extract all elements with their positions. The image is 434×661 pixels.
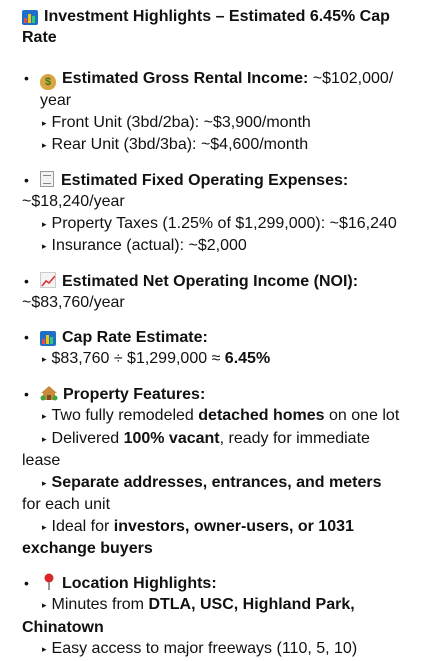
bullet: •: [24, 574, 29, 591]
features-label: Property Features:: [63, 385, 206, 403]
list-item-cont: exchange buyers: [22, 540, 153, 557]
arrow: ▸: [42, 600, 47, 610]
list-item: [40, 134, 422, 157]
text-span-bold: Separate addresses, entrances, and meters: [51, 473, 382, 491]
cap-rate-section: [22, 327, 422, 371]
list-item-text: Easy access to major freeways (110, 5, 10): [51, 640, 358, 657]
cap-rate-label: Cap Rate Estimate:: [62, 328, 208, 346]
arrow: ▸: [42, 354, 47, 364]
gross-income-value: ~$102,000/: [308, 70, 394, 87]
list-item: [40, 235, 422, 258]
arrow: ▸: [42, 241, 47, 251]
list-item: [40, 516, 422, 539]
bullet: •: [24, 328, 29, 345]
list-item: [40, 594, 422, 617]
expenses-label: Estimated Fixed Operating Expenses:: [61, 171, 349, 189]
list-item-text: Insurance (actual): ~$2,000: [51, 237, 247, 254]
house-garden-icon: [40, 385, 58, 401]
list-item-cont: lease: [22, 452, 61, 469]
noi-section: [22, 271, 422, 314]
text-span-bold: detached homes: [198, 407, 325, 424]
expenses-section: [22, 170, 422, 258]
gross-income-label: Estimated Gross Rental Income:: [62, 70, 309, 87]
arrow: ▸: [42, 140, 47, 150]
gross-income-heading: [40, 68, 422, 90]
cap-rate-calc: $83,760 ÷ $1,299,000 ≈: [51, 350, 225, 367]
bar-chart-icon: [22, 10, 38, 25]
list-item-text: Property Taxes (1.25% of $1,299,000): ~$16,240: [51, 214, 397, 232]
arrow: ▸: [42, 218, 47, 229]
noi-heading: [40, 271, 422, 293]
list-item-text: Rear Unit (3bd/3ba): ~$4,600/month: [51, 136, 309, 153]
list-item: [40, 213, 422, 236]
text-span: on one lot: [324, 407, 400, 424]
list-item: [40, 405, 422, 428]
list-item-cont: for each unit: [22, 496, 111, 513]
title-text: Investment Highlights – Estimated 6.45% Cap Rate: [22, 8, 390, 46]
text-span-bold: investors, owner-users, or 1031: [113, 517, 354, 535]
bar-chart-icon: [40, 331, 56, 346]
text-span: , ready for immediate: [219, 429, 370, 447]
location-section: [22, 573, 422, 661]
chart-increasing-icon: [40, 272, 56, 288]
cap-rate-heading: [40, 327, 422, 349]
noi-label: Estimated Net Operating Income (NOI):: [62, 272, 359, 290]
money-bag-icon: $: [40, 74, 56, 90]
arrow: ▸: [42, 521, 47, 532]
bullet: •: [24, 171, 29, 188]
list-item-text: Front Unit (3bd/2ba): ~$3,900/month: [51, 113, 311, 131]
gross-income-section: [22, 68, 422, 157]
round-pushpin-icon: [43, 573, 55, 591]
list-item: [40, 428, 422, 451]
location-heading: [40, 573, 422, 595]
arrow: ▸: [42, 477, 47, 488]
text-span-bold: DTLA, USC, Highland Park,: [148, 596, 355, 613]
text-span: Ideal for: [51, 517, 114, 535]
features-section: [22, 384, 422, 560]
list-item: [40, 112, 422, 135]
bullet: •: [24, 385, 29, 402]
list-item: [40, 472, 422, 495]
arrow: ▸: [42, 117, 47, 128]
text-span: Delivered: [51, 429, 124, 447]
arrow: ▸: [42, 644, 47, 654]
list-item: [40, 638, 422, 661]
bullet: •: [24, 70, 29, 86]
text-span-bold: 100% vacant: [123, 429, 220, 447]
gross-income-value-cont: year: [40, 92, 72, 109]
features-heading: [40, 384, 422, 406]
cap-rate-result: 6.45%: [224, 350, 271, 367]
document-title: [22, 6, 422, 48]
location-label: Location Highlights:: [62, 574, 217, 592]
list-item-cont: Chinatown: [22, 618, 104, 636]
expenses-heading: [40, 170, 422, 192]
bullet: •: [24, 272, 29, 289]
text-span: Two fully remodeled: [51, 407, 199, 424]
list-item: [40, 348, 422, 371]
text-span: Minutes from: [51, 596, 149, 613]
ledger-icon: [40, 171, 54, 187]
arrow: ▸: [42, 433, 47, 444]
arrow: ▸: [42, 411, 47, 421]
expenses-value: ~$18,240/year: [22, 193, 125, 210]
noi-value: ~$83,760/year: [22, 294, 125, 311]
